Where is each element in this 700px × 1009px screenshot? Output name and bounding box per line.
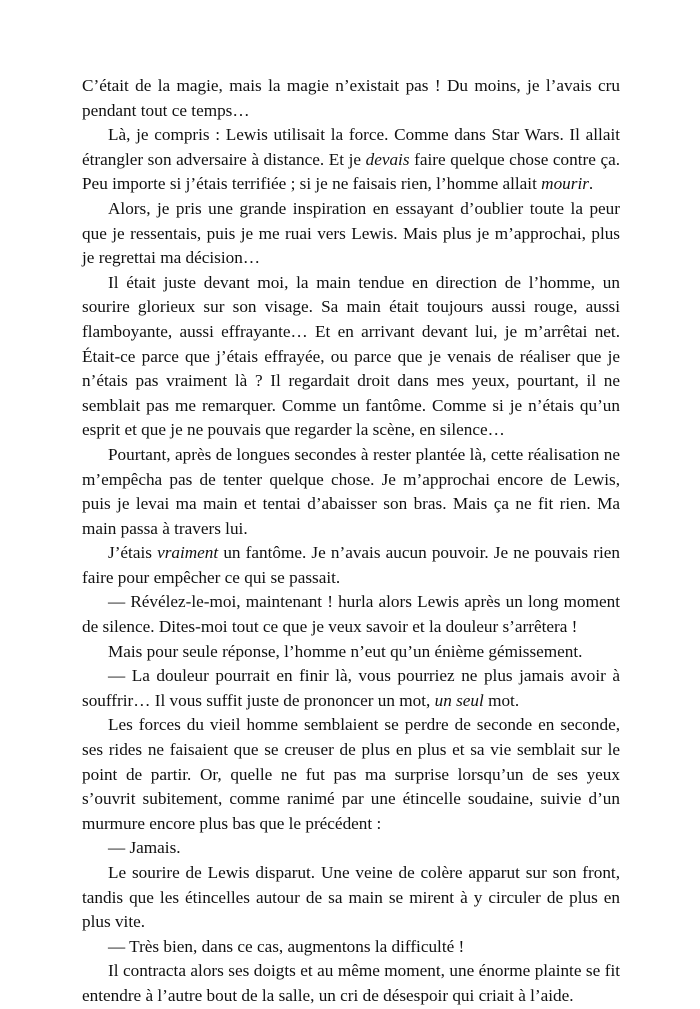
paragraph-text: un fantôme. Je n’avais aucun pouvoir. Je ne pouvais rien faire pour empêcher ce qui se passait. — [82, 543, 620, 587]
paragraph-text: Pourtant, après de longues secondes à rester plantée là, cette réalisation ne m’empêcha pas de tenter quelque chose. Je m’approchai encore de Lewis, puis je levai ma main et tentai d’abaisser son bras. Mais ça ne fit rien. Ma main passa à travers lui. — [82, 444, 620, 538]
paragraph-text: C’était de la magie, mais la magie n’existait pas ! Du moins, je l’avais cru pendant tout ce temps… — [82, 76, 620, 120]
page-body — [82, 74, 620, 1009]
paragraph-7-dialogue — [82, 590, 620, 639]
paragraph-2 — [82, 123, 620, 197]
paragraph-8 — [82, 640, 620, 665]
paragraph-text: — Jamais. — [108, 838, 181, 858]
italic-emphasis: vraiment — [157, 543, 219, 563]
paragraph-5 — [82, 443, 620, 541]
paragraph-text: Alors, je pris une grande inspiration en essayant d’oublier toute la peur que je ressentais, puis je me ruai vers Lewis. Mais plus je m’approchai, plus je regrettai ma décision… — [82, 198, 620, 268]
paragraph-text: mot. — [483, 690, 520, 710]
paragraph-14 — [82, 959, 620, 1008]
italic-emphasis: mourir — [541, 174, 589, 194]
paragraph-9-dialogue — [82, 664, 620, 713]
paragraph-text: Les forces du vieil homme semblaient se perdre de seconde en seconde, ses rides ne faisaient que se creuser de plus en plus et sa vie semblait sur le point de partir. Or, quelle ne fut pas ma surprise lorsqu’un de ses yeux s’ouvrit subitement, comme ranimé par une étincelle soudaine, suivie d’un murmure encore plus bas que le précédent : — [82, 715, 620, 833]
paragraph-4 — [82, 271, 620, 443]
paragraph-12 — [82, 861, 620, 935]
paragraph-text: Il contracta alors ses doigts et au même moment, une énorme plainte se fit entendre à l’autre bout de la salle, un cri de désespoir qui criait à l’aide. — [82, 961, 620, 1005]
paragraph-text: J’étais — [108, 543, 158, 563]
paragraph-text: . — [588, 174, 594, 194]
paragraph-text: — Révélez-le-moi, maintenant ! hurla alors Lewis après un long moment de silence. Dites-moi tout ce que je veux savoir et la douleur s’arrêtera ! — [82, 592, 620, 637]
paragraph-text: Mais pour seule réponse, l’homme n’eut qu’un énième gémissement. — [108, 641, 583, 661]
paragraph-13-dialogue — [82, 935, 620, 960]
paragraph-text: faire quelque chose contre ça. Peu importe si j’étais terrifiée ; si je ne faisais rien, l’homme allait — [82, 149, 620, 194]
paragraph-text: Il était juste devant moi, la main tendue en direction de l’homme, un sourire glorieux sur son visage. Sa main était toujours aussi rouge, aussi flamboyante, aussi effrayante… Et en arrivant devant lui, je m’arrêtai net. Était-ce parce que j’étais effrayée, ou parce que je venais de réaliser que je n’étais pas vraiment là ? Il regardait droit dans mes yeux, pourtant, il ne semblait pas me remarquer. Comme un fantôme. Comme si je n’étais qu’un esprit et que je ne pouvais que regarder la scène, en silence… — [82, 272, 620, 440]
paragraph-text: — La douleur pourrait en finir là, vous pourriez ne plus jamais avoir à souffrir… Il vous suffit juste de prononcer un mot, — [82, 666, 620, 710]
paragraph-3 — [82, 197, 620, 271]
italic-emphasis: devais — [365, 149, 410, 169]
paragraph-11-dialogue — [82, 836, 620, 861]
paragraph-10 — [82, 713, 620, 836]
paragraph-1 — [82, 74, 620, 123]
paragraph-text: — Très bien, dans ce cas, augmentons la difficulté ! — [108, 936, 465, 956]
paragraph-6 — [82, 541, 620, 590]
italic-emphasis: un seul — [434, 690, 484, 710]
paragraph-text: Le sourire de Lewis disparut. Une veine de colère apparut sur son front, tandis que les étincelles autour de sa main se mirent à y circuler de plus en plus vite. — [82, 863, 620, 932]
paragraph-text: Là, je compris : Lewis utilisait la force. Comme dans Star Wars. Il allait étrangler son adversaire à distance. Et je — [82, 125, 620, 169]
